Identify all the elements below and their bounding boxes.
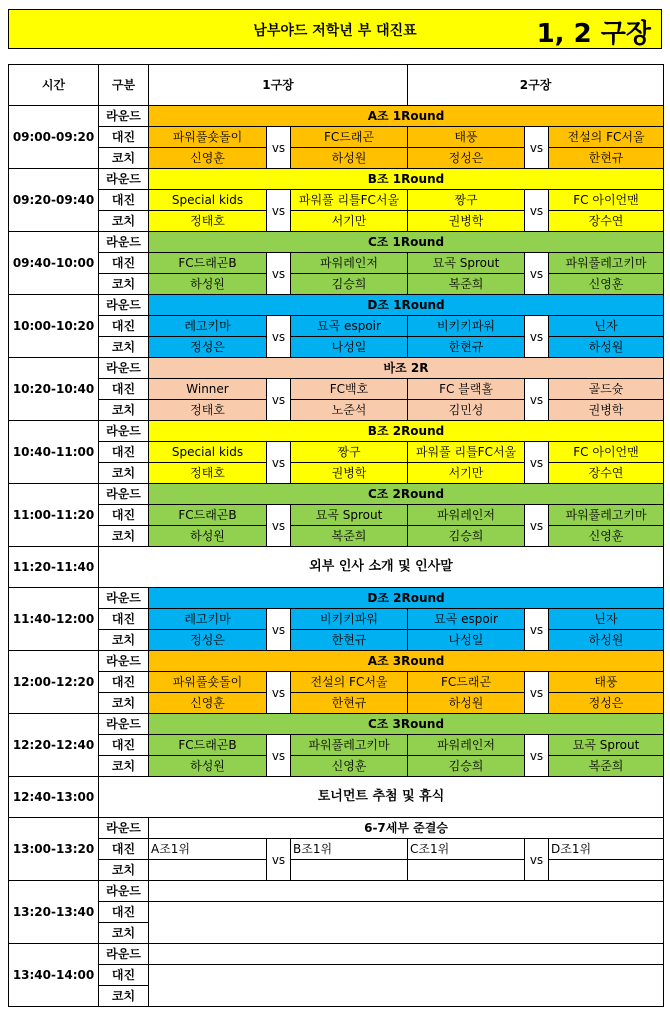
coach-cell: 하성원 xyxy=(149,526,267,547)
coach-label: 코치 xyxy=(99,337,149,358)
event-text: 토너먼트 추첨 및 휴식 xyxy=(99,777,664,818)
coach-row xyxy=(9,756,664,777)
round-label: 라운드 xyxy=(99,358,149,379)
coach-label: 코치 xyxy=(99,756,149,777)
team-cell: 파워풀 리틀FC서울 xyxy=(291,190,408,211)
time-cell: 12:40-13:00 xyxy=(9,777,99,818)
coach-row xyxy=(9,463,664,484)
round-title: C조 2Round xyxy=(149,484,664,505)
coach-row xyxy=(9,337,664,358)
match-label: 대진 xyxy=(99,379,149,400)
time-cell: 12:20-12:40 xyxy=(9,714,99,777)
team-cell: 레고키마 xyxy=(149,609,267,630)
coach-cell: 신영훈 xyxy=(549,274,664,295)
round-label: 라운드 xyxy=(99,169,149,190)
match-row xyxy=(9,190,664,211)
round-row xyxy=(9,651,664,672)
coach-label: 코치 xyxy=(99,923,149,944)
match-row xyxy=(9,316,664,337)
team-cell: 닌자 xyxy=(549,609,664,630)
round-row xyxy=(9,484,664,505)
vs-label: vs xyxy=(267,839,291,881)
coach-cell: 장수연 xyxy=(549,211,664,232)
vs-label: vs xyxy=(267,609,291,651)
round-row xyxy=(9,169,664,190)
time-cell: 10:20-10:40 xyxy=(9,358,99,421)
vs-label: vs xyxy=(525,735,549,777)
team-cell: FC 아이언맨 xyxy=(549,442,664,463)
coach-cell xyxy=(291,860,408,881)
vs-label: vs xyxy=(525,672,549,714)
coach-cell: 한현규 xyxy=(291,630,408,651)
match-label: 대진 xyxy=(99,609,149,630)
coach-cell: 노준석 xyxy=(291,400,408,421)
team-cell: 전설의 FC서울 xyxy=(549,127,664,148)
coach-cell: 하성원 xyxy=(549,337,664,358)
time-cell: 12:00-12:20 xyxy=(9,651,99,714)
team-cell: A조1위 xyxy=(149,839,267,860)
coach-cell xyxy=(149,860,267,881)
col-header-field1: 1구장 xyxy=(149,65,408,106)
coach-label: 코치 xyxy=(99,526,149,547)
match-row xyxy=(9,839,664,860)
match-label: 대진 xyxy=(99,735,149,756)
match-row xyxy=(9,379,664,400)
team-cell: FC드래곤B xyxy=(149,253,267,274)
vs-label: vs xyxy=(525,609,549,651)
match-row xyxy=(9,902,664,923)
coach-cell: 권병학 xyxy=(291,463,408,484)
round-row xyxy=(9,881,664,902)
vs-label: vs xyxy=(525,190,549,232)
coach-label: 코치 xyxy=(99,400,149,421)
team-cell: C조1위 xyxy=(408,839,525,860)
team-cell: 파워풀숏돌이 xyxy=(149,672,267,693)
time-cell: 11:00-11:20 xyxy=(9,484,99,547)
round-title: B조 2Round xyxy=(149,421,664,442)
coach-cell: 김승희 xyxy=(408,526,525,547)
vs-label: vs xyxy=(267,316,291,358)
coach-row xyxy=(9,630,664,651)
team-cell: 파워레인저 xyxy=(291,253,408,274)
round-title: C조 3Round xyxy=(149,714,664,735)
vs-label: vs xyxy=(267,442,291,484)
coach-label: 코치 xyxy=(99,860,149,881)
match-label: 대진 xyxy=(99,965,149,986)
round-row xyxy=(9,232,664,253)
empty-cell xyxy=(149,902,664,944)
match-label: 대진 xyxy=(99,672,149,693)
team-cell: FC드래곤B xyxy=(149,505,267,526)
team-cell: 파워풀숏돌이 xyxy=(149,127,267,148)
col-header-field2: 2구장 xyxy=(408,65,664,106)
team-cell: 골드슛 xyxy=(549,379,664,400)
coach-cell: 복준희 xyxy=(291,526,408,547)
round-row xyxy=(9,714,664,735)
round-label: 라운드 xyxy=(99,588,149,609)
match-label: 대진 xyxy=(99,190,149,211)
time-cell: 10:40-11:00 xyxy=(9,421,99,484)
coach-cell: 장수연 xyxy=(549,463,664,484)
coach-cell: 정성은 xyxy=(549,693,664,714)
match-row xyxy=(9,735,664,756)
time-cell: 11:20-11:40 xyxy=(9,547,99,588)
coach-label: 코치 xyxy=(99,148,149,169)
round-title: 6-7세부 준결승 xyxy=(149,818,664,839)
vs-label: vs xyxy=(525,316,549,358)
coach-cell xyxy=(549,860,664,881)
round-label: 라운드 xyxy=(99,484,149,505)
table-header-row xyxy=(9,65,664,106)
header-banner xyxy=(8,9,662,49)
team-cell: D조1위 xyxy=(549,839,664,860)
time-cell: 09:00-09:20 xyxy=(9,106,99,169)
team-cell: Winner xyxy=(149,379,267,400)
round-row xyxy=(9,588,664,609)
vs-label: vs xyxy=(267,505,291,547)
coach-cell: 복준희 xyxy=(549,756,664,777)
coach-label: 코치 xyxy=(99,463,149,484)
coach-cell: 복준희 xyxy=(408,274,525,295)
coach-label: 코치 xyxy=(99,986,149,1007)
coach-row xyxy=(9,526,664,547)
team-cell: FC 블랙홀 xyxy=(408,379,525,400)
round-title: C조 1Round xyxy=(149,232,664,253)
event-row xyxy=(9,777,664,818)
round-title: A조 3Round xyxy=(149,651,664,672)
round-row xyxy=(9,944,664,965)
coach-cell: 정태호 xyxy=(149,400,267,421)
coach-cell: 정성은 xyxy=(408,148,525,169)
schedule-table xyxy=(8,64,664,1007)
coach-cell: 신영훈 xyxy=(149,693,267,714)
vs-label: vs xyxy=(267,379,291,421)
coach-cell: 신영훈 xyxy=(291,756,408,777)
coach-row xyxy=(9,693,664,714)
coach-row xyxy=(9,860,664,881)
vs-label: vs xyxy=(525,505,549,547)
match-label: 대진 xyxy=(99,902,149,923)
match-row xyxy=(9,127,664,148)
coach-cell: 신영훈 xyxy=(549,526,664,547)
round-label: 라운드 xyxy=(99,651,149,672)
team-cell: FC드래곤 xyxy=(408,672,525,693)
vs-label: vs xyxy=(267,253,291,295)
match-row xyxy=(9,505,664,526)
time-cell: 11:40-12:00 xyxy=(9,588,99,651)
coach-row xyxy=(9,148,664,169)
time-cell: 13:40-14:00 xyxy=(9,944,99,1007)
match-label: 대진 xyxy=(99,316,149,337)
match-label: 대진 xyxy=(99,839,149,860)
round-label: 라운드 xyxy=(99,106,149,127)
coach-cell: 정태호 xyxy=(149,463,267,484)
coach-cell: 하성원 xyxy=(149,756,267,777)
vs-label: vs xyxy=(267,735,291,777)
match-row xyxy=(9,253,664,274)
team-cell: 레고키마 xyxy=(149,316,267,337)
coach-cell: 한현규 xyxy=(291,693,408,714)
team-cell: 태풍 xyxy=(549,672,664,693)
team-cell: B조1위 xyxy=(291,839,408,860)
round-title: 바조 2R xyxy=(149,358,664,379)
time-cell: 13:20-13:40 xyxy=(9,881,99,944)
coach-label: 코치 xyxy=(99,274,149,295)
coach-cell: 하성원 xyxy=(291,148,408,169)
coach-cell: 한현규 xyxy=(549,148,664,169)
round-label: 라운드 xyxy=(99,295,149,316)
team-cell: 묘곡 Sprout xyxy=(291,505,408,526)
coach-cell: 김승희 xyxy=(291,274,408,295)
round-label: 라운드 xyxy=(99,818,149,839)
event-text: 외부 인사 소개 및 인사말 xyxy=(99,547,664,588)
team-cell: FC백호 xyxy=(291,379,408,400)
team-cell: 태풍 xyxy=(408,127,525,148)
team-cell: Special kids xyxy=(149,190,267,211)
team-cell: 파워풀레고키마 xyxy=(549,253,664,274)
round-row xyxy=(9,358,664,379)
coach-cell: 정성은 xyxy=(149,630,267,651)
round-row xyxy=(9,818,664,839)
round-row xyxy=(9,295,664,316)
vs-label: vs xyxy=(525,253,549,295)
coach-label: 코치 xyxy=(99,211,149,232)
coach-cell: 신영훈 xyxy=(149,148,267,169)
team-cell: 짱구 xyxy=(408,190,525,211)
round-label: 라운드 xyxy=(99,881,149,902)
time-cell: 09:20-09:40 xyxy=(9,169,99,232)
match-label: 대진 xyxy=(99,442,149,463)
coach-row xyxy=(9,400,664,421)
coach-cell: 서기만 xyxy=(408,463,525,484)
vs-label: vs xyxy=(525,127,549,169)
team-cell: 파워풀레고키마 xyxy=(291,735,408,756)
vs-label: vs xyxy=(267,190,291,232)
coach-cell: 한현규 xyxy=(408,337,525,358)
team-cell: 묘곡 Sprout xyxy=(408,253,525,274)
col-header-category: 구분 xyxy=(99,65,149,106)
match-row xyxy=(9,609,664,630)
team-cell: 묘곡 espoir xyxy=(408,609,525,630)
round-title: D조 1Round xyxy=(149,295,664,316)
round-label: 라운드 xyxy=(99,421,149,442)
coach-row xyxy=(9,274,664,295)
team-cell: 묘곡 espoir xyxy=(291,316,408,337)
vs-label: vs xyxy=(525,379,549,421)
round-title: D조 2Round xyxy=(149,588,664,609)
coach-cell: 권병학 xyxy=(408,211,525,232)
round-label: 라운드 xyxy=(99,714,149,735)
team-cell: 짱구 xyxy=(291,442,408,463)
round-title xyxy=(149,944,664,965)
coach-cell: 서기만 xyxy=(291,211,408,232)
empty-cell xyxy=(149,965,664,1007)
team-cell: 비키키파워 xyxy=(408,316,525,337)
match-row xyxy=(9,965,664,986)
coach-cell: 정태호 xyxy=(149,211,267,232)
coach-cell: 권병학 xyxy=(549,400,664,421)
time-cell: 10:00-10:20 xyxy=(9,295,99,358)
match-row xyxy=(9,672,664,693)
coach-cell: 김민성 xyxy=(408,400,525,421)
vs-label: vs xyxy=(525,839,549,881)
team-cell: FC드래곤 xyxy=(291,127,408,148)
coach-cell: 하성원 xyxy=(149,274,267,295)
team-cell: 전설의 FC서울 xyxy=(291,672,408,693)
team-cell: Special kids xyxy=(149,442,267,463)
coach-cell: 정성은 xyxy=(149,337,267,358)
match-label: 대진 xyxy=(99,505,149,526)
time-cell: 09:40-10:00 xyxy=(9,232,99,295)
round-label: 라운드 xyxy=(99,232,149,253)
team-cell: 파워풀레고키마 xyxy=(549,505,664,526)
vs-label: vs xyxy=(525,442,549,484)
match-row xyxy=(9,442,664,463)
time-cell: 13:00-13:20 xyxy=(9,818,99,881)
round-title: B조 1Round xyxy=(149,169,664,190)
match-label: 대진 xyxy=(99,253,149,274)
coach-cell: 나성일 xyxy=(408,630,525,651)
team-cell: FC드래곤B xyxy=(149,735,267,756)
match-label: 대진 xyxy=(99,127,149,148)
round-title: A조 1Round xyxy=(149,106,664,127)
team-cell: 파워레인저 xyxy=(408,735,525,756)
coach-cell xyxy=(408,860,525,881)
team-cell: 닌자 xyxy=(549,316,664,337)
fields-title: 1, 2 구장 xyxy=(536,19,651,49)
team-cell: 묘곡 Sprout xyxy=(549,735,664,756)
page-title: 남부야드 저학년 부 대진표 xyxy=(253,23,417,39)
round-title xyxy=(149,881,664,902)
coach-label: 코치 xyxy=(99,630,149,651)
team-cell: 파워레인저 xyxy=(408,505,525,526)
vs-label: vs xyxy=(267,127,291,169)
round-row xyxy=(9,421,664,442)
coach-cell: 나성일 xyxy=(291,337,408,358)
coach-row xyxy=(9,211,664,232)
coach-label: 코치 xyxy=(99,693,149,714)
round-row xyxy=(9,106,664,127)
coach-cell: 김승희 xyxy=(408,756,525,777)
round-label: 라운드 xyxy=(99,944,149,965)
event-row xyxy=(9,547,664,588)
coach-cell: 하성원 xyxy=(549,630,664,651)
team-cell: 비키키파워 xyxy=(291,609,408,630)
vs-label: vs xyxy=(267,672,291,714)
col-header-time: 시간 xyxy=(9,65,99,106)
coach-cell: 하성원 xyxy=(408,693,525,714)
team-cell: FC 아이언맨 xyxy=(549,190,664,211)
team-cell: 파워풀 리틀FC서울 xyxy=(408,442,525,463)
